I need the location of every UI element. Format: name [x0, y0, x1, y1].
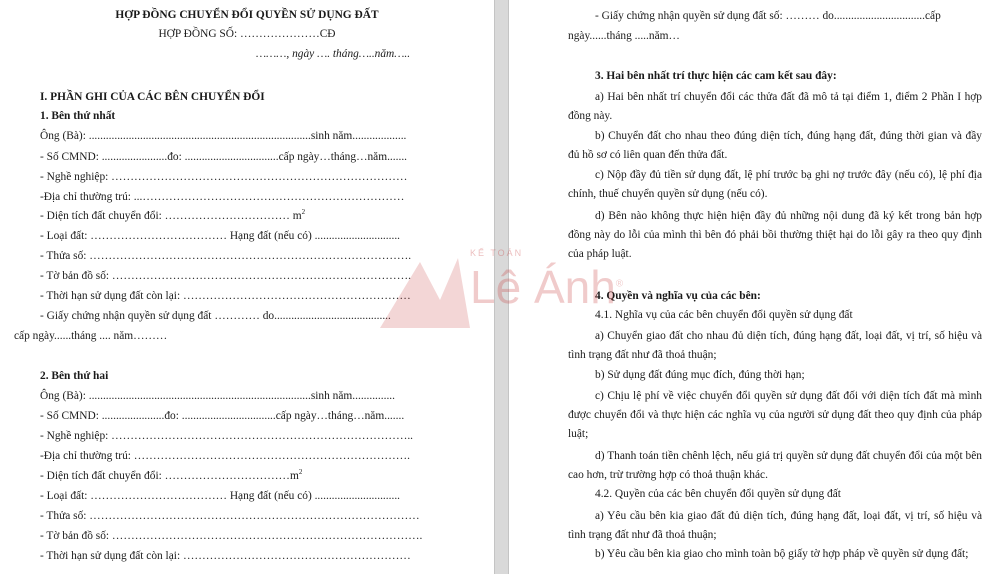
- document-page-left: [0, 0, 494, 574]
- section-4-1-heading: 4.1. Nghĩa vụ của các bên chuyển đổi quyền sử dụng đất: [595, 309, 853, 321]
- party-2-occupation-line: - Nghề nghiệp: ……………………………………………………………………..: [40, 430, 414, 442]
- section-3-item-b: b) Chuyển đất cho nhau theo đúng diện tích, đúng hạng đất, đúng thời gian và đầy đủ hồ sơ có liên quan đến thửa đất.: [568, 130, 982, 161]
- party-1-map-line: - Tờ bản đồ số: …………………………………………………………………….: [40, 270, 411, 282]
- section-3-item-d: d) Bên nào không thực hiện hiện đầy đủ những nội dung đã ký kết trong bản hợp đồng này do lỗi của mình thì bên đó phải bồi thường thiệt hại do lỗi gây ra theo quy định của pháp luật.: [568, 210, 982, 260]
- party-1-id-line: - Số CMND: .......................đo: .................................cấp ngày…tháng…năm.......: [40, 151, 408, 163]
- section-1-heading: I. PHẦN GHI CỦA CÁC BÊN CHUYỂN ĐỔI: [40, 91, 265, 103]
- certificate-line: - Giấy chứng nhận quyền sử dụng đất số: ……… do................................cấp: [595, 10, 941, 22]
- party-1-area-line: - Diện tích đất chuyển đổi: …………………………… $m^2$: [40, 208, 306, 222]
- section-4-2-item-b: b) Yêu cầu bên kia giao cho mình toàn bộ giấy tờ hợp pháp về quyền sử dụng đất;: [595, 548, 969, 560]
- party-1-address-line: -Địa chỉ thường trú: ...……………………………………………………………: [40, 191, 405, 203]
- party-1-land-type-line: - Loại đất: ……………………………… Hạng đất (nếu có) ..............................: [40, 230, 401, 242]
- party-2-parcel-line: - Thửa số: ……………………………………………………………………………: [40, 510, 420, 522]
- section-3-item-c: c) Nộp đầy đủ tiền sử dụng đất, lệ phí trước bạ ghi nợ trước đây (nếu có), lệ phí địa chính, thuế chuyển quyền sử dụng (nếu có).: [568, 169, 982, 200]
- party-1-name-line: Ông (Bà): ..............................................................................sinh năm...................: [40, 130, 407, 142]
- party-1-term-line: - Thời hạn sử dụng đất còn lại: ……………………………………………………: [40, 290, 411, 302]
- section-4-1-item-a: a) Chuyển giao đất cho nhau đủ diện tích, đúng hạng đất, loại đất, vị trí, số hiệu và tình trạng đất như đã thoả thuận;: [568, 330, 982, 361]
- party-2-name-line: Ông (Bà): ..............................................................................sinh năm...............: [40, 390, 395, 402]
- section-4-heading: 4. Quyền và nghĩa vụ của các bên:: [595, 290, 761, 302]
- section-3-item-a: a) Hai bên nhất trí chuyển đổi các thửa đất đã mô tả tại điểm 1, điểm 2 Phần I hợp đồng này.: [568, 91, 982, 122]
- party-1-occupation-line: - Nghề nghiệp: ……………………………………………………………………: [40, 171, 408, 183]
- party-2-id-line: - Số CMND: ......................đo: .................................cấp ngày…tháng…năm.......: [40, 410, 405, 422]
- section-3-heading: 3. Hai bên nhất trí thực hiện các cam kết sau đây:: [595, 70, 837, 82]
- party-2-address-line: -Địa chỉ thường trú: ……………………………………………………………….: [40, 450, 411, 462]
- section-4-2-item-a: a) Yêu cầu bên kia giao đất đủ diện tích, đúng hạng đất, loại đất, vị trí, số hiệu và tình trạng đất như đã thoả thuận;: [568, 510, 982, 541]
- contract-title: HỢP ĐỒNG CHUYỂN ĐỔI QUYỀN SỬ DỤNG ĐẤT: [115, 9, 379, 21]
- certificate-date-line: ngày......tháng .....năm…: [568, 30, 680, 42]
- section-4-1-item-c: c) Chịu lệ phí về việc chuyển đổi quyền sử dụng đất đối với diện tích đất mà mình được chuyển đổi và thực hiện các nghĩa vụ của người sử dụng đất theo quy định của pháp luật;: [568, 390, 982, 440]
- section-4-1-item-d: d) Thanh toán tiền chênh lệch, nếu giá trị quyền sử dụng đất chuyển đổi của một bên cao hơn, trừ trường hợp có thoả thuận khác.: [568, 450, 982, 481]
- contract-number: HỢP ĐỒNG SỐ: …………………CĐ: [158, 28, 336, 40]
- party-1-parcel-line: - Thửa số: ………………………………………………………………………….: [40, 250, 412, 262]
- party-2-term-line: - Thời hạn sử dụng đất còn lại: ……………………………………………………: [40, 550, 411, 562]
- section-4-2-heading: 4.2. Quyền của các bên chuyển đổi quyền sử dụng đất: [595, 488, 841, 500]
- party-1-heading: 1. Bên thứ nhất: [40, 110, 116, 122]
- watermark-name: Lê Ánh®: [470, 261, 624, 313]
- watermark-brand: KẾ TOÁN: [470, 248, 524, 258]
- party-2-area-line: - Diện tích đất chuyển đổi: $\dots\dots\dots\dots\dots\dots\dots\dots\dots\dots\dots m^2$: [40, 468, 303, 482]
- contract-date: ………, ngày …. tháng…..năm…..: [256, 48, 411, 60]
- party-2-land-type-line: - Loại đất: ……………………………… Hạng đất (nếu có) ..............................: [40, 490, 401, 502]
- party-2-map-line: - Tờ bản đồ số: ……………………………………………………………………….: [40, 530, 423, 542]
- party-2-heading: 2. Bên thứ hai: [40, 370, 109, 382]
- section-4-1-item-b: b) Sử dụng đất đúng mục đích, đúng thời hạn;: [595, 369, 805, 381]
- party-1-certificate-date-line: cấp ngày......tháng .... năm………: [14, 330, 168, 342]
- party-1-certificate-line: - Giấy chứng nhận quyền sử dụng đất ………… do.........................................: [40, 310, 391, 322]
